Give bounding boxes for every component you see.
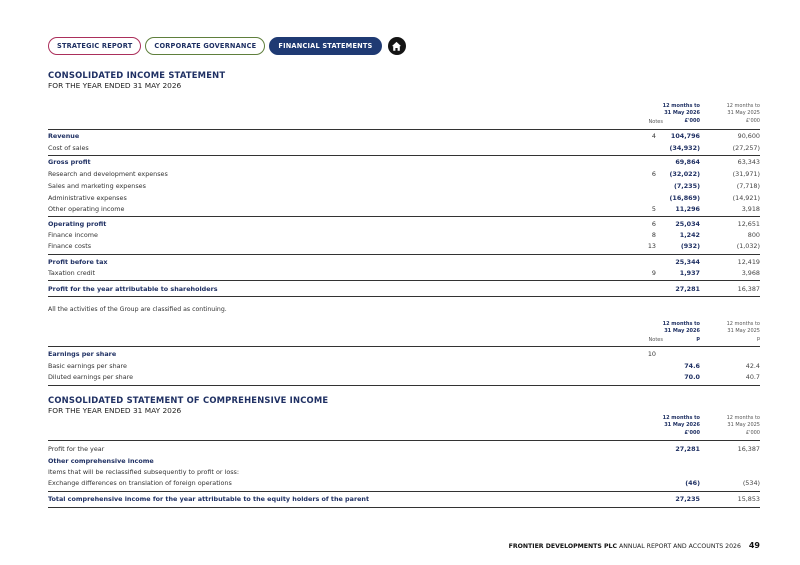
col-current-header: 12 months to 31 May 2026 £'000	[662, 103, 700, 124]
table-row: Taxation credit 9 1,937 3,968	[48, 269, 760, 277]
comprehensive-income-title: CONSOLIDATED STATEMENT OF COMPREHENSIVE INCOME	[48, 395, 329, 405]
tab-strategic-report[interactable]: STRATEGIC REPORT	[48, 37, 141, 55]
table-row: Profit before tax 25,344 12,419	[48, 258, 760, 266]
page-footer	[509, 541, 760, 550]
page-number: 49	[748, 541, 760, 550]
income-statement-title: CONSOLIDATED INCOME STATEMENT	[48, 70, 226, 80]
table-row: Finance costs 13 (932) (1,032)	[48, 242, 760, 250]
table-row: Other comprehensive income	[48, 457, 154, 465]
notes-header: Notes	[648, 337, 663, 343]
table-row: Diluted earnings per share 70.0 40.7	[48, 373, 760, 381]
tab-corporate-governance[interactable]: CORPORATE GOVERNANCE	[145, 37, 265, 55]
home-icon	[391, 41, 402, 52]
eps-col-prior-header: 12 months to 31 May 2025 p	[726, 321, 760, 342]
table-row: Operating profit 6 25,034 12,651	[48, 220, 760, 228]
table-row: Sales and marketing expenses (7,235) (7,718)	[48, 182, 760, 190]
tab-financial-statements[interactable]: FINANCIAL STATEMENTS	[269, 37, 381, 55]
table-row: Profit for the year attributable to shareholders 27,281 16,387	[48, 285, 760, 293]
ci-col-prior-header: 12 months to 31 May 2025 £'000	[726, 415, 760, 436]
home-button[interactable]	[388, 37, 406, 55]
comprehensive-income-subtitle: FOR THE YEAR ENDED 31 MAY 2026	[48, 406, 182, 415]
continuing-note: All the activities of the Group are classified as continuing.	[48, 306, 227, 313]
table-row: Cost of sales (34,932) (27,257)	[48, 144, 760, 152]
section-nav	[48, 37, 406, 55]
table-row: Finance income 8 1,242 800	[48, 231, 760, 239]
notes-header: Notes	[648, 119, 663, 125]
table-row: Administrative expenses (16,869) (14,921)	[48, 194, 760, 202]
income-statement-subtitle: FOR THE YEAR ENDED 31 MAY 2026	[48, 81, 182, 90]
table-row: Earnings per share 10	[48, 350, 656, 358]
col-prior-header: 12 months to 31 May 2025 £'000	[726, 103, 760, 124]
eps-col-current-header: 12 months to 31 May 2026 p	[662, 321, 700, 342]
report-name: ANNUAL REPORT AND ACCOUNTS 2026	[619, 543, 741, 550]
company-name: FRONTIER DEVELOPMENTS PLC	[508, 543, 618, 550]
table-row: Profit for the year 27,281 16,387	[48, 445, 760, 453]
table-row: Revenue 4 104,796 90,600	[48, 132, 760, 140]
table-row: Gross profit 69,864 63,343	[48, 158, 760, 166]
table-row: Other operating income 5 11,296 3,918	[48, 205, 760, 213]
table-row: Basic earnings per share 74.6 42.4	[48, 362, 760, 370]
ci-col-current-header: 12 months to 31 May 2026 £'000	[662, 415, 700, 436]
table-row: Exchange differences on translation of foreign operations (46) (534)	[48, 479, 760, 487]
table-row: Research and development expenses 6 (32,022) (31,971)	[48, 170, 760, 178]
table-row: Items that will be reclassified subsequently to profit or loss:	[48, 468, 240, 476]
table-row: Total comprehensive income for the year attributable to the equity holders of the parent 27,235 15,853	[48, 495, 760, 503]
